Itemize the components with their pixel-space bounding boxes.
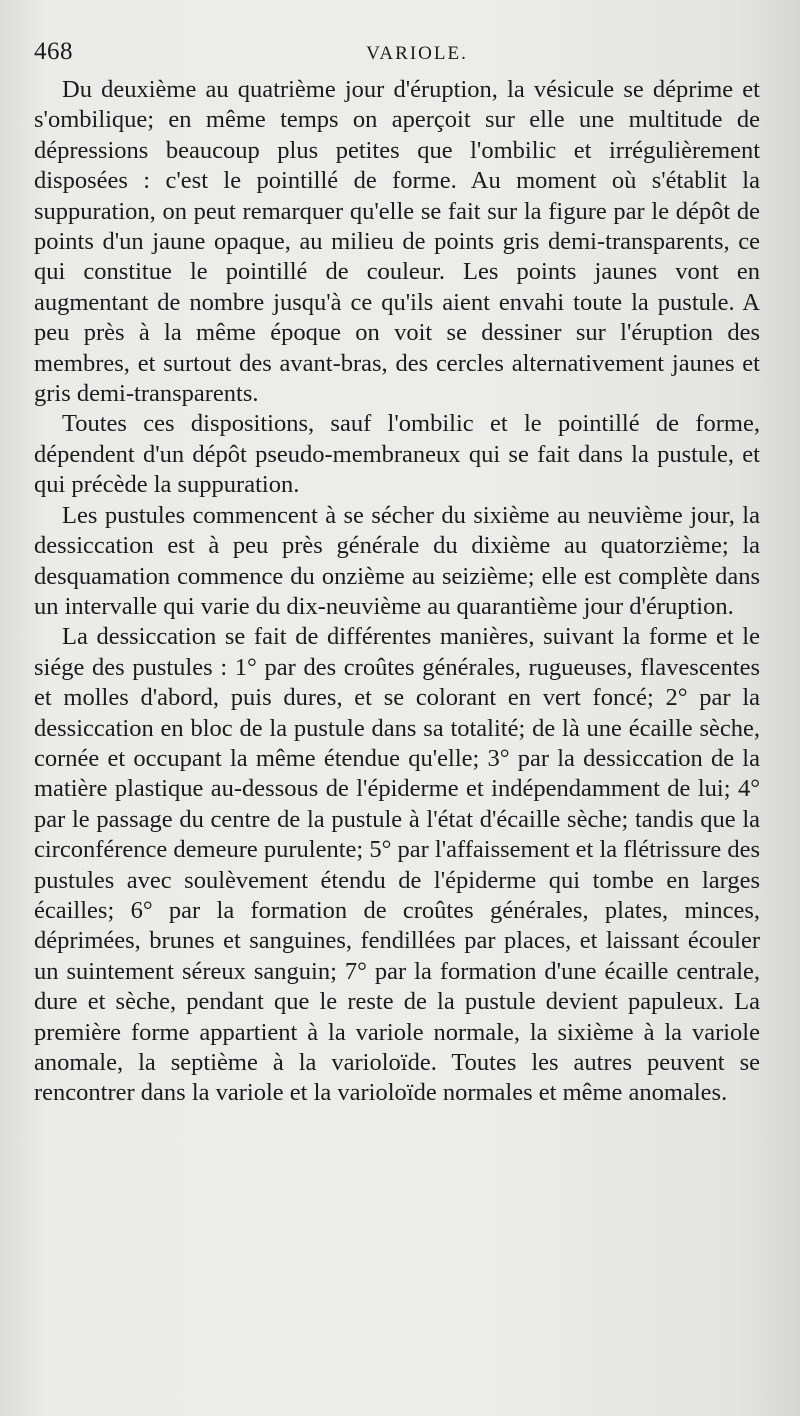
paragraph: Toutes ces dispositions, sauf l'ombilic et le pointillé de forme, dépendent d'un dépôt pseudo-membraneux qui se fait dans la pustule, et qui précède la suppuration. <box>34 410 760 499</box>
page-number: 468 <box>34 38 73 65</box>
paragraph: La dessiccation se fait de différentes manières, suivant la forme et le siége des pustules : 1° par des croûtes générales, rugueuses, flavescentes et molles d'abord, puis dures, et se colorant en vert foncé; 2° par la dessiccation en bloc de la pustule dans sa totalité; de là une écaille sèche, cornée et occupant la même étendue qu'elle; 3° par la dessiccation de la matière plastique au-dessous de l'épiderme et indépendamment de lui; 4° par le passage du centre de la pustule à l'état d'écaille sèche; tandis que la circonférence demeure purulente; 5° par l'affaissement et la flétrissure des pustules avec soulèvement étendu de l'épiderme qui tombe en larges écailles; 6° par la formation de croûtes générales, plates, minces, déprimées, brunes et sanguines, fendillées par places, et laissant écouler un suintement séreux sanguin; 7° par la formation d'une écaille centrale, dure et sèche, pendant que le reste de la pustule devient papuleux. La première forme appartient à la variole normale, la sixième à la variole anomale, la septième à la varioloïde. Toutes les autres peuvent se rencontrer dans la variole et la varioloïde normales et même anomales. <box>34 623 760 1107</box>
running-title: VARIOLE. <box>366 43 468 64</box>
body-text <box>34 75 760 1109</box>
paragraph: Les pustules commencent à se sécher du sixième au neuvième jour, la dessiccation est à peu près générale du dixième au quatorzième; la desquamation commence du onzième au seizième; elle est complète dans un intervalle qui varie du dix-neuvième au quarantième jour d'éruption. <box>34 501 760 620</box>
page-header <box>34 38 760 72</box>
paragraph: Du deuxième au quatrième jour d'éruption, la vésicule se déprime et s'ombilique; en même temps on aperçoit sur elle une multitude de dépressions beaucoup plus petites que l'ombilic et irrégulièrement disposées : c'est le pointillé de forme. Au moment où s'établit la suppuration, on peut remarquer qu'elle se fait sur la figure par le dépôt de points d'un jaune opaque, au milieu de points gris demi-transparents, ce qui constitue le pointillé de couleur. Les points jaunes vont en augmentant de nombre jusqu'à ce qu'ils aient envahi toute la pustule. A peu près à la même époque on voit se dessiner sur l'éruption des membres, et surtout des avant-bras, des cercles alternativement jaunes et gris demi-transparents. <box>34 76 760 408</box>
